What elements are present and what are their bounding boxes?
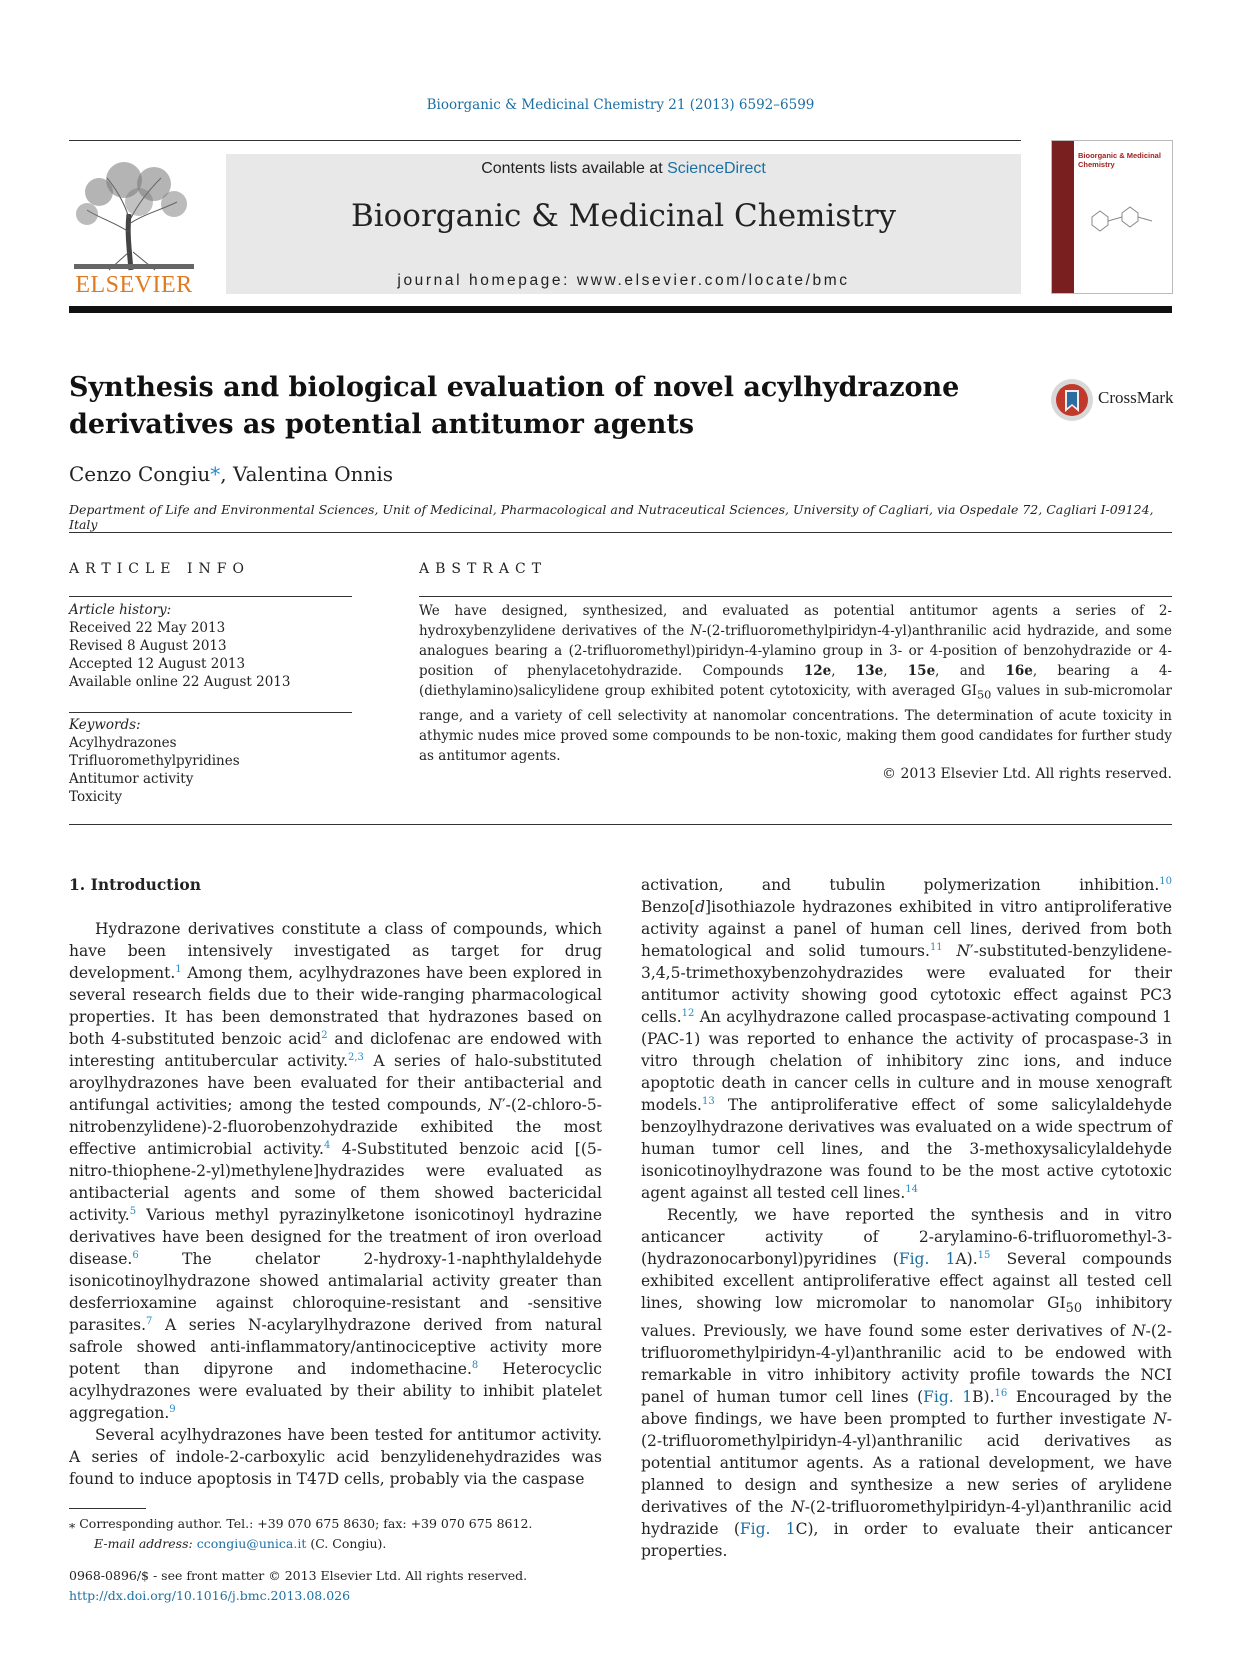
header-thick-rule [69, 306, 1172, 313]
contents-line [226, 160, 1021, 178]
keywords [69, 716, 352, 806]
doi-link[interactable]: http://dx.doi.org/10.1016/j.bmc.2013.08.026 [69, 1588, 351, 1603]
author-affiliation: Department of Life and Environmental Sciences, Unit of Medicinal, Pharmacological and Nutraceutical Sciences, University of Cagliari, via Ospedale 72, Cagliari I-09124, Italy [69, 502, 1154, 532]
sciencedirect-link[interactable]: ScienceDirect [667, 160, 766, 177]
issn-line: 0968-0896/$ - see front matter © 2013 Elsevier Ltd. All rights reserved. [69, 1568, 528, 1583]
body-column-right [641, 874, 1172, 1562]
citation[interactable]: 12 [681, 1007, 695, 1019]
figure-link[interactable]: Fig. 1 [898, 1250, 956, 1268]
journal-masthead [226, 154, 1021, 294]
journal-reference[interactable]: Bioorganic & Medicinal Chemistry 21 (2013) 6592–6599 [426, 97, 815, 113]
body-paragraph: activation, and tubulin polymerization inhibition.$^{10}$ Benzo[d]isothiazole hydrazones exhibited in vitro antiproliferative activity against a panel of human cell lines, derived from both hematological and solid tumours.$^{11}$ N′-substituted-benzylidene-3,4,5-trimethoxybenzohydrazides were evaluated for their antitumor activity showing good cytotoxic effect against PC3 cells.$^{12}$ An acylhydrazone called procaspase-activating compound 1 (PAC-1) was reported to enhance the activity of procaspase-3 in vitro through chelation of inhibitory zinc ions, and induce apoptotic death in cancer cells in culture and in mouse xenograft models.$^{13}$ The antiproliferative effect of some salicylaldehyde benzoylhydrazone derivatives was evaluated on a wide spectrum of human tumor cell lines, and the 3-methoxysalicylaldehyde isonicotinoylhydrazone was found to be the most active cytotoxic agent against all tested cell lines.$^{14}$ [641, 875, 1172, 1202]
citation[interactable]: 7 [146, 1315, 153, 1327]
keywords-label: Keywords: [69, 717, 141, 733]
citation[interactable]: 2 [321, 1029, 328, 1041]
figure-link[interactable]: Fig. 1 [739, 1520, 796, 1539]
citation[interactable]: 11 [929, 941, 943, 953]
cover-title: Bioorganic & Medicinal Chemistry [1078, 151, 1161, 169]
divider [69, 824, 1172, 825]
email-owner: (C. Congiu). [306, 1536, 387, 1551]
cover-band [1052, 141, 1074, 293]
header-rule [69, 140, 1021, 141]
section-heading-introduction: 1. Introduction [69, 875, 201, 894]
keyword[interactable]: Acylhydrazones [69, 735, 177, 751]
divider [419, 596, 1172, 597]
body-paragraph: Several acylhydrazones have been tested for antitumor activity. A series of indole-2-carboxylic acid benzylidenehydrazides was found to induce apoptosis in T47D cells, probably via the caspase [69, 1426, 602, 1488]
article-title: Synthesis and biological evaluation of novel acylhydrazone derivatives as potential antitumor agents [69, 372, 960, 440]
history-received: Received 22 May 2013 [69, 620, 226, 636]
contents-prefix: Contents lists available at [481, 160, 668, 177]
history-accepted: Accepted 12 August 2013 [69, 656, 246, 672]
corresponding-author-marker[interactable]: * [210, 462, 221, 486]
abstract-copyright: © 2013 Elsevier Ltd. All rights reserved. [882, 766, 1172, 782]
figure-link[interactable]: Fig. 1 [923, 1388, 973, 1407]
molecule-illustration-icon [1082, 197, 1162, 237]
citation[interactable]: 6 [132, 1249, 139, 1261]
keyword[interactable]: Antitumor activity [69, 771, 194, 787]
citation[interactable]: 14 [905, 1183, 918, 1195]
footnote-rule [69, 1508, 146, 1509]
citation[interactable]: 13 [701, 1095, 715, 1107]
front-matter-info [69, 1566, 527, 1606]
citation[interactable]: 10 [1159, 875, 1172, 887]
footnote [69, 1514, 629, 1554]
author-name[interactable]: Valentina Onnis [232, 462, 394, 486]
corresponding-author-note: ⁎ Corresponding author. Tel.: +39 070 675 8630; fax: +39 070 675 8612. [69, 1516, 533, 1531]
journal-cover-thumbnail [1051, 140, 1173, 294]
citation[interactable]: 15 [977, 1249, 991, 1261]
elsevier-wordmark: ELSEVIER [75, 272, 193, 298]
body-paragraph: Recently, we have reported the synthesis and in vitro anticancer activity of 2-arylamino-6-trifluoromethyl-3-(hydrazonocarbonyl)pyridines (Fig. 1A).$^{15}$ Several compounds exhibited excellent antiproliferative effect against all tested cell lines, showing low micromolar to nanomolar $GI_{50}$ inhibitory values. Previously, we have found some ester derivatives of N-(2-trifluoromethylpiridyn-4-yl)anthranilic acid to be endowed with remarkable in vitro inhibitory activity profile towards the NCI panel of human tumor cell lines (Fig. 1B).$^{16}$ Encouraged by the above findings, we have been prompted to further investigate N-(2-trifluoromethylpiridyn-4-yl)anthranilic acid derivatives as potential antitumor agents. As a rational development, we have planned to design and synthesize a new series of arylidene derivatives of the N-(2-trifluoromethylpiridyn-4-yl)anthranilic acid hydrazide (Fig. 1C), in order to evaluate their anticancer properties. [641, 1206, 1172, 1561]
abstract-text: We have designed, synthesized, and evaluated as potential antitumor agents a series of 2-hydroxybenzylidene derivatives of the N-(2-trifluoromethylpiridyn-4-yl)anthranilic acid hydrazide, and some analogues bearing a (2-trifluoromethyl)piridyn-4-ylamino group in 3- or 4-position of benzohydrazide or 4-position of phenylacetohydrazide. Compounds 12e, 13e, 15e, and 16e, bearing a 4-(diethylamino)salicylidene group exhibited potent cytotoxicity, with averaged $GI_{50}$ values in sub-micromolar range, and a variety of cell selectivity at nanomolar concentrations. The determination of acute toxicity in athymic nudes mice proved some compounds to be non-toxic, making them good candidates for further study as antitumor agents. [419, 603, 1173, 764]
crossmark-badge[interactable] [1050, 378, 1175, 422]
divider [69, 712, 352, 713]
body-column-left [69, 874, 602, 1490]
crossmark-label: CrossMark [1098, 388, 1174, 407]
divider [69, 596, 352, 597]
history-label: Article history: [69, 602, 172, 618]
citation[interactable]: 5 [129, 1205, 137, 1217]
citation[interactable]: 16 [994, 1387, 1008, 1399]
article-history [69, 601, 352, 691]
citation[interactable]: 4 [323, 1139, 331, 1151]
body-paragraph: Hydrazone derivatives constitute a class of compounds, which have been intensively investigated as target for drug development.$^1$ Among them, acylhydrazones have been explored in several research fields due to their wide-ranging pharmacological properties. It has been demonstrated that hydrazones based on both 4-substituted benzoic acid$^2$ and diclofenac are endowed with interesting antitubercular activity.$^{2,3}$ A series of halo-substituted aroylhydrazones have been evaluated for their antibacterial and antifungal activities; among the tested compounds, N′-(2-chloro-5-nitrobenzylidene)-2-fluorobenzohydrazide exhibited the most effective antimicrobial activity.$^4$ 4-Substituted benzoic acid [(5-nitro-thiophene-2-yl)methylene]hydrazides were evaluated as antibacterial agents and some of them showed bactericidal activity.$^5$ Various methyl pyrazinylketone isonicotinoyl hydrazine derivatives have been designed for the treatment of iron overload disease.$^6$ The chelator 2-hydroxy-1-naphthylaldehyde isonicotinoylhydrazone showed antimalarial activity greater than desferrioxamine against chloroquine-resistant and -sensitive parasites.$^7$ A series N-acylarylhydrazone derived from natural safrole showed anti-inflammatory/antinociceptive activity more potent than dipyrone and indomethacine.$^8$ Heterocyclic acylhydrazones were evaluated by their ability to inhibit platelet aggregation.$^9$ [69, 920, 602, 1422]
journal-title: Bioorganic & Medicinal Chemistry [350, 198, 897, 234]
divider [69, 532, 1172, 533]
keyword[interactable]: Toxicity [69, 789, 122, 805]
history-revised: Revised 8 August 2013 [69, 638, 227, 654]
author-list [69, 462, 393, 486]
crossmark-icon [1050, 378, 1094, 422]
abstract-heading: ABSTRACT [419, 561, 548, 577]
citation[interactable]: 9 [169, 1403, 176, 1415]
citation[interactable]: 8 [471, 1359, 479, 1371]
author-separator: , [220, 462, 233, 486]
keyword[interactable]: Trifluoromethylpyridines [69, 753, 240, 769]
email-label: E-mail address: [94, 1536, 197, 1551]
email-line [69, 1534, 629, 1554]
email-link[interactable]: ccongiu@unica.it [196, 1536, 307, 1551]
citation[interactable]: 2,3 [348, 1051, 364, 1063]
article-info-heading: ARTICLE INFO [69, 561, 250, 577]
journal-homepage[interactable]: journal homepage: www.elsevier.com/locate/bmc [397, 272, 850, 289]
citation[interactable]: 1 [175, 963, 182, 975]
author-name[interactable]: Cenzo Congiu [69, 462, 211, 486]
history-online: Available online 22 August 2013 [69, 674, 291, 690]
